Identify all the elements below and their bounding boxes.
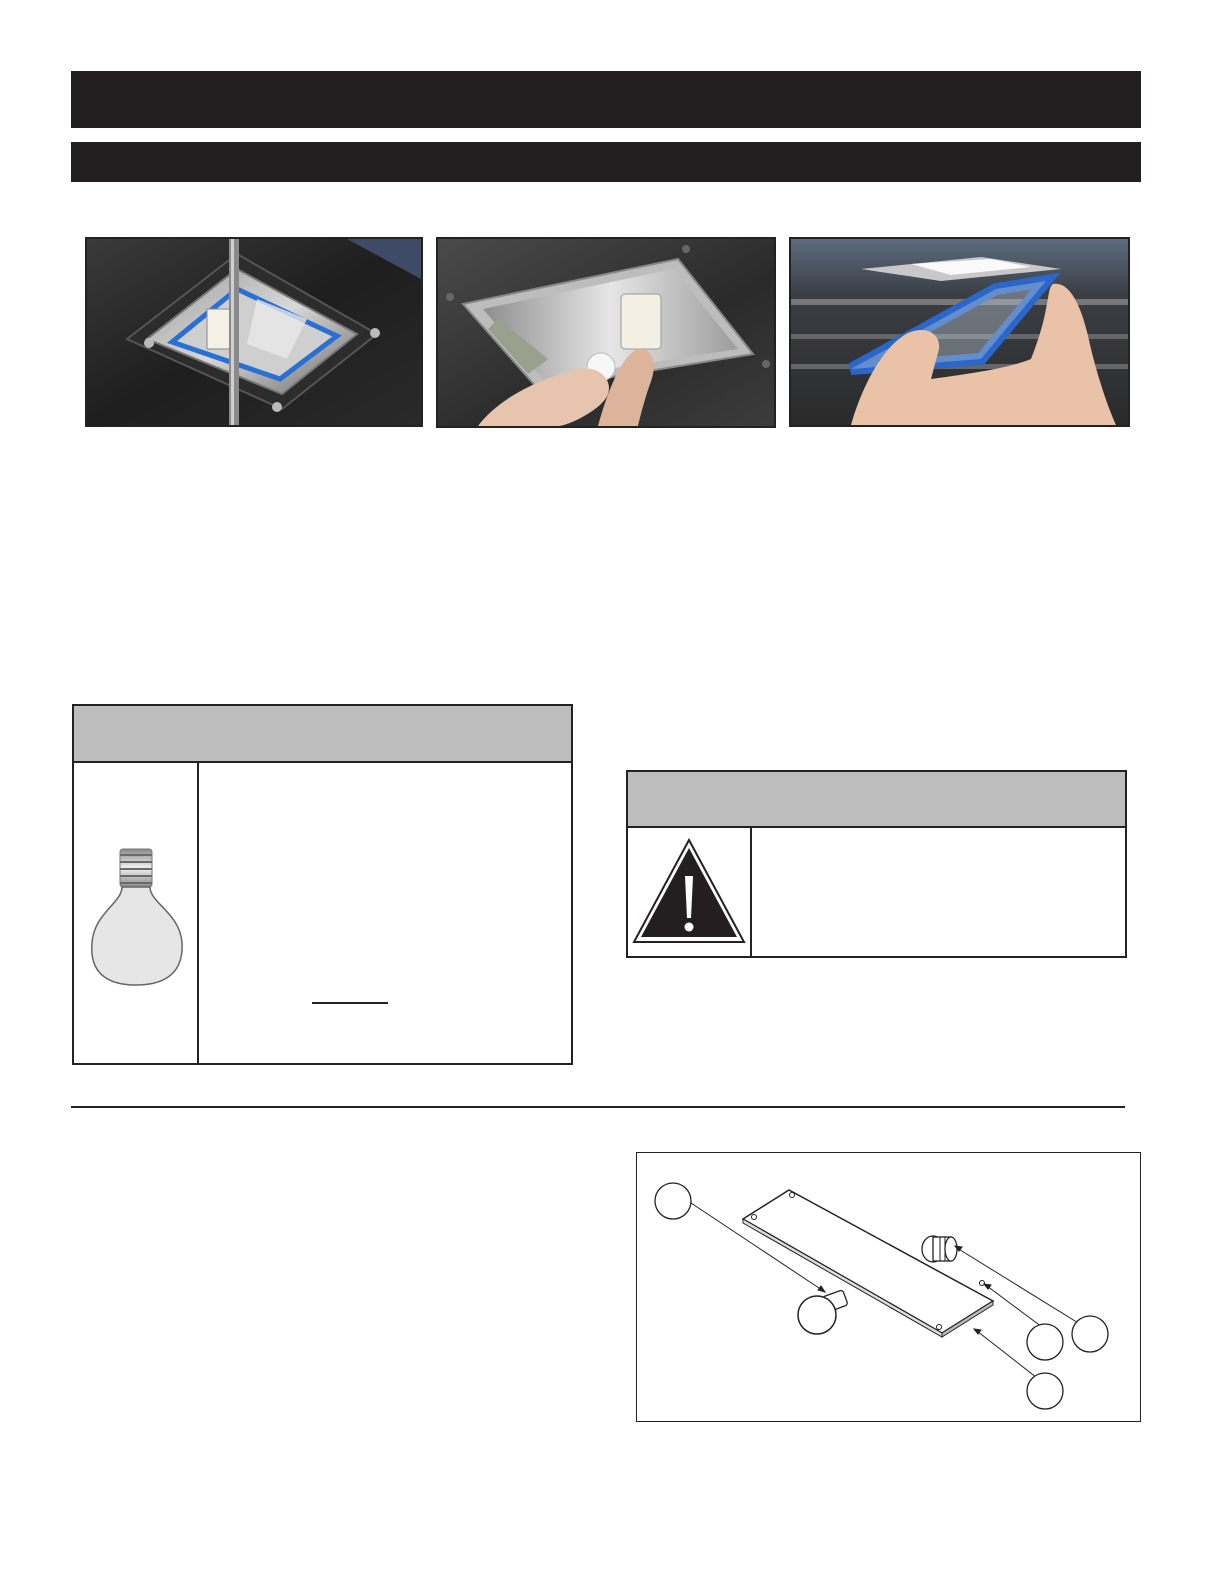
callout-2 <box>1072 1316 1108 1352</box>
callout-3 <box>1027 1324 1063 1360</box>
bulb-notice-icon-cell <box>74 763 199 1063</box>
bulb-notice-underline <box>312 1002 388 1004</box>
callout-4 <box>1027 1373 1063 1409</box>
callout-1 <box>655 1183 691 1219</box>
bulb-removal-photo <box>436 237 776 428</box>
caution-notice-header <box>628 772 1125 828</box>
header-title-bar <box>71 71 1141 128</box>
exploded-parts-diagram <box>636 1152 1141 1422</box>
caution-notice-icon-cell <box>628 828 752 956</box>
light-housing-screwdriver-photo <box>85 237 423 427</box>
lens-gasket-photo <box>789 237 1130 427</box>
bulb-notice-box <box>72 704 573 1065</box>
warning-triangle-icon <box>628 828 750 956</box>
light-bulb-icon <box>74 763 197 1061</box>
section-divider <box>71 1106 1125 1108</box>
bulb-part <box>798 1290 848 1334</box>
bulb-notice-header <box>74 706 571 763</box>
caution-notice-box <box>626 770 1127 958</box>
panel-plate <box>743 1190 993 1337</box>
header-subtitle-bar <box>71 142 1141 182</box>
socket-part <box>922 1236 957 1262</box>
